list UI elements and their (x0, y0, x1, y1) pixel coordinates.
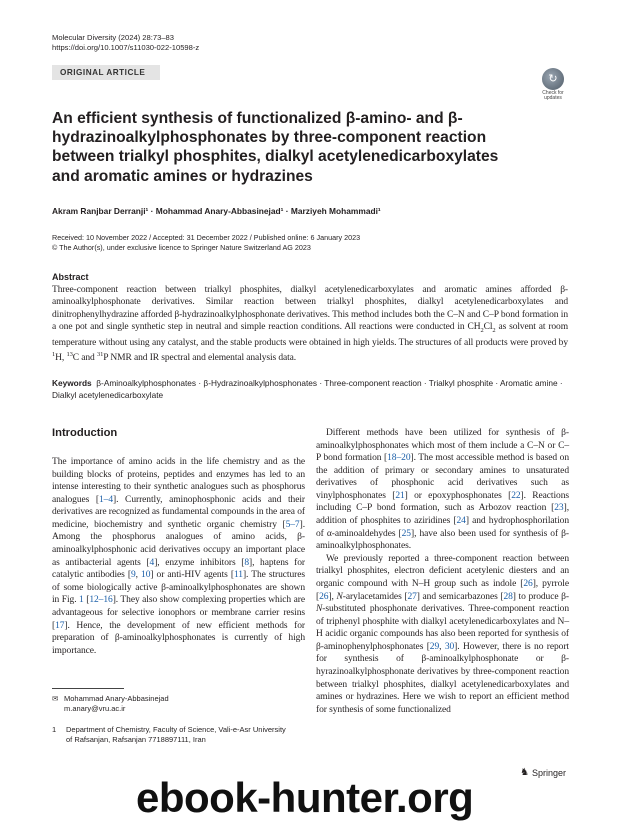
journal-header (52, 33, 352, 53)
refresh-icon: ↻ (542, 68, 564, 90)
corresponding-email[interactable]: m.anary@vru.ac.ir (64, 704, 126, 713)
copyright-notice: © The Author(s), under exclusive licence to Springer Nature Switzerland AG 2023 (52, 242, 311, 252)
footnote-divider (52, 688, 124, 689)
intro-paragraph-1: The importance of amino acids in the life chemistry and as the building blocks of proteins, peptides and enzymes has led to an intense interesting to their synthetic analogues such as phosphorus analogues [1–4]. Currently, aminophosphonic acids and their derivatives are recognized as fundamental compounds in the area of medicine, biochemistry and synthetic organic chemistry [5–7]. Among the phosphorus analogues of amino acids, β-aminoalkylphosphonic acid derivatives occupy an important place as antibacterial agents [4], enzyme inhibitors [8], haptens for catalytic antibodies [9, 10] or anti-HIV agents [11]. The structures of some biologically active β-aminoalkylphosphonates are shown in Fig. 1 [12–16]. They also show complexing properties which are advantageous for selective ionophors or membrane carrier resins [17]. Hence, the development of new efficient methods for preparation of β-aminoalkylphosphonates is currently of high importance. (52, 457, 306, 656)
springer-horse-icon: ♞ (520, 767, 529, 778)
corresponding-author (52, 694, 312, 714)
keywords-text: β-Aminoalkylphosphonates · β-Hydrazinoalkylphosphonates · Three-component reaction · Trialkyl phosphite · Aromatic amine · Dialkyl acetylenedicarboxylate (52, 378, 563, 400)
abstract-text: Three-component reaction between trialkyl phosphites, dialkyl acetylenedicarboxylates and aromatic amines afforded β-aminoalkylphosphonate derivatives. Similar reaction between trialkyl phosphites, dialkyl acetylenedicarboxylates and dinitrophenylhydrazine afforded β-hydrazinoalkylphosphonate derivatives. This method includes both the C–N and C–P bond formation in a one pot and single synthetic step in neutral and simple reaction conditions. All reactions were conducted in $CH_2Cl_2$ as solvent at room temperature without using any catalyst, and the stable products were obtained in high yields. The structures of all products were proved by $^1$H, $^{13}$C and $^{31}$P NMR and IR spectral and elemental analysis data. (52, 285, 568, 364)
publisher-name: Springer (531, 767, 566, 778)
doi-link[interactable]: https://doi.org/10.1007/s11030-022-10598-z (52, 43, 200, 52)
affiliation (52, 725, 305, 745)
publisher-logo (520, 767, 566, 778)
right-column (316, 427, 569, 716)
paper-title: An efficient synthesis of functionalized β-amino- and β-hydrazinoalkylphosphonates by three-component reaction between trialkyl phosphites, dialkyl acetylenedicarboxylates and aromatic amines or hydrazines (52, 110, 499, 185)
left-column (52, 427, 305, 657)
introduction-heading: Introduction (52, 427, 118, 439)
abstract-heading: Abstract (52, 272, 89, 282)
intro-paragraph-2: Different methods have been utilized for synthesis of β-aminoalkylphosphonates which most of them include a C–N or C–P bond formation [18–20]. The most accessible method is based on the addition of primary or secondary amines to unsaturated derivatives of phosphonic acid derivatives such as vinylphosphonates [21] or epoxyphosphonates [22]. Reactions including C–P bond formation, such as Arbozov reaction [23], addition of phosphites to aziridines [24] and hydrophosphorilation of α-aminoaldehydes [25], have also been used for synthesis of β-aminoalkylphosphonates. (316, 428, 569, 552)
keywords-label: Keywords (52, 378, 92, 388)
affiliation-number: 1 (52, 725, 57, 734)
author-list: Akram Ranjbar Derranji¹ · Mohammad Anary-Abbasinejad¹ · Marziyeh Mohammadi¹ (52, 206, 381, 216)
journal-citation: Molecular Diversity (2024) 28:73–83 (52, 33, 174, 42)
article-type-badge: ORIGINAL ARTICLE (52, 65, 160, 80)
check-for-updates-badge[interactable] (536, 68, 570, 102)
envelope-icon: ✉ (52, 694, 59, 703)
watermark: ebook-hunter.org (136, 774, 474, 821)
check-updates-label: Check for updates (542, 89, 564, 102)
affiliation-text: Department of Chemistry, Faculty of Science, Vali-e-Asr University of Rafsanjan, Rafsanjan 7718897111, Iran (66, 725, 286, 744)
corresponding-name: Mohammad Anary-Abbasinejad (64, 694, 169, 703)
intro-paragraph-3: We previously reported a three-component reaction between trialkyl phosphites, electron deficient acetylenic diesters and an organic compound with N–H group such as indole [26], pyrrole [26], N-arylacetamides [27] and semicarbazones [28] to produce β-N-substituted phosphonate derivatives. Three-component reaction of triphenyl phosphite with dialkyl acetylenedicarboxylates and N–H acidic organic compounds has also been reported for synthesis of β-aminophenylphosphonates [29, 30]. However, there is no report for synthesis of β-aminoalkylphosphonate or β-hyrazinoalkylphosphonate derivatives by three-component reaction between trialkyl phosphites, dialkyl acetylenedicarboxylates and amines or hydrazines. Here we wish to report an efficient method for synthesis of some functionalized (316, 553, 570, 715)
keywords (52, 378, 568, 401)
history-dates: Received: 10 November 2022 / Accepted: 31 December 2022 / Published online: 6 January 2023 (52, 233, 361, 242)
publication-dates (52, 233, 572, 252)
